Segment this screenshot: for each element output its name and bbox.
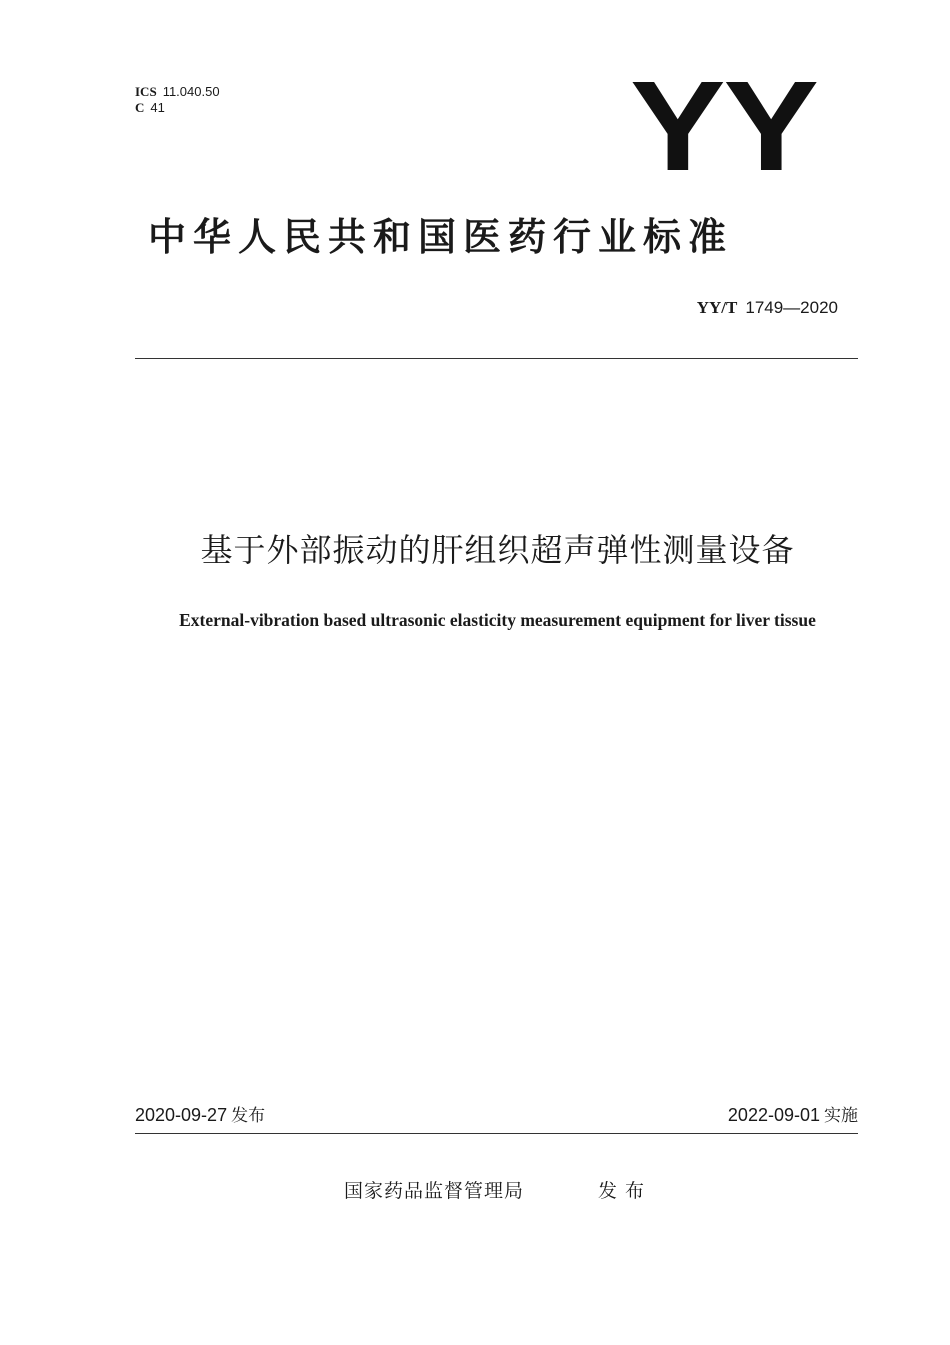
ccs-line (135, 100, 220, 116)
issuer-action: 发布 (598, 1180, 653, 1202)
bottom-divider (135, 1133, 858, 1134)
ics-line (135, 84, 220, 100)
english-title: External-vibration based ultrasonic elasticity measurement equipment for liver tissue (179, 610, 816, 630)
yy-logo: YY (630, 55, 817, 198)
chinese-title: 基于外部振动的肝组织超声弹性测量设备 (200, 531, 795, 569)
implement-label: 实施 (824, 1106, 858, 1126)
standard-number-value: 1749—2020 (745, 298, 838, 317)
organization-title: 中华人民共和国医药行业标准 (148, 215, 734, 259)
top-divider (135, 358, 858, 359)
issuer-name: 国家药品监督管理局 (344, 1180, 525, 1202)
implement-date: 2022-09-01 (727, 1105, 820, 1125)
ics-value: 11.040.50 (162, 84, 220, 99)
implement-date-line (728, 1103, 858, 1128)
standard-number (697, 297, 838, 319)
standard-code: YY/T (696, 298, 738, 317)
ccs-key: C (135, 100, 145, 115)
ics-key: ICS (135, 84, 157, 99)
classification-block (135, 84, 220, 116)
publish-date-line (135, 1103, 265, 1128)
ccs-value: 41 (150, 100, 165, 115)
publish-date: 2020-09-27 (135, 1105, 228, 1125)
publish-label: 发布 (231, 1106, 266, 1126)
